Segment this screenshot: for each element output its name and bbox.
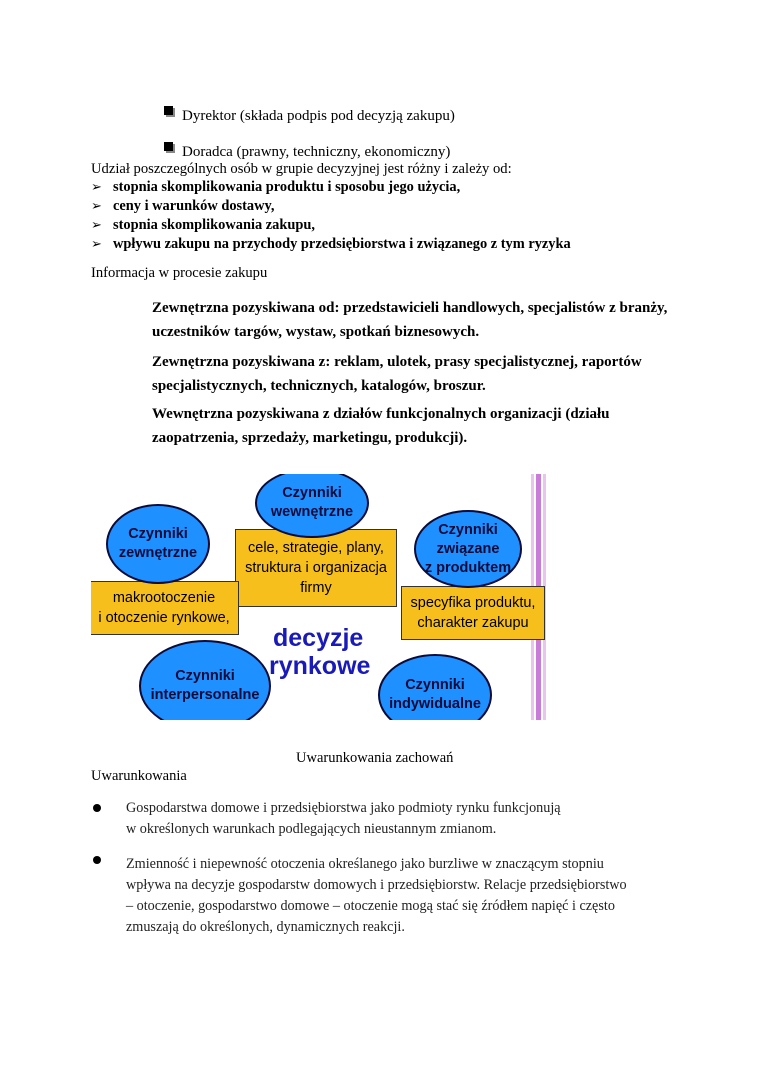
info-line: uczestników targów, wystaw, spotkań biznesowych. (152, 324, 480, 340)
ellipse-line: wewnętrzne (270, 504, 354, 520)
behavior-factors-diagram (91, 474, 546, 720)
square-bullet-icon (164, 142, 173, 151)
box-line: makrootoczenie (112, 590, 216, 606)
para-line: – otoczenie, gospodarstwo domowe – otoczenie mogą stać się źródłem napięć i często (126, 898, 615, 914)
info-line: zaopatrzenia, sprzedaży, marketingu, produkcji). (152, 430, 468, 446)
list-item (91, 236, 691, 255)
arrow-bullet-icon: ➢ (91, 236, 102, 251)
info-heading: Informacja w procesie zakupu (91, 265, 268, 281)
ellipse-line: interpersonalne (150, 687, 260, 703)
info-paragraph (152, 402, 672, 450)
info-line: specjalistycznych, technicznych, katalogów, broszur. (152, 378, 486, 394)
list-item-text: stopnia skomplikowania produktu i sposobu jego użycia, (113, 179, 461, 195)
ellipse-line: indywidualne (389, 696, 481, 712)
list-item-text: ceny i warunków dostawy, (113, 198, 275, 214)
box-line: charakter zakupu (417, 615, 529, 631)
diagram-caption: Uwarunkowania zachowań (296, 750, 454, 766)
list-item (91, 179, 691, 198)
box-line: cele, strategie, plany, (248, 540, 384, 556)
box-line: struktura i organizacja (245, 560, 387, 576)
left-box (91, 581, 239, 635)
box-line: i otoczenie rynkowe, (98, 610, 230, 626)
section-heading: Uwarunkowania (91, 768, 187, 784)
arrow-bullet-icon: ➢ (91, 198, 102, 213)
square-bullet-icon (164, 106, 173, 115)
list-item-text: Dyrektor (składa podpis pod decyzją zakupu) (182, 108, 455, 124)
para-line: w określonych warunkach podlegających nieustannym zmianom. (126, 821, 497, 837)
arrow-bullet-icon: ➢ (91, 217, 102, 232)
center-box (235, 529, 397, 607)
ellipse-line: Czynniki (175, 668, 235, 684)
info-line: Wewnętrzna pozyskiwana z działów funkcjonalnych organizacji (działu (152, 406, 610, 422)
ellipse-line: Czynniki (438, 521, 498, 538)
ellipse-individual-factors (378, 654, 492, 720)
arrow-bullet-icon: ➢ (91, 179, 102, 194)
center-title (269, 624, 370, 680)
ellipse-product-factors (414, 510, 522, 588)
square-list (160, 100, 560, 170)
bullet-icon (93, 856, 101, 864)
bullet-list (91, 798, 691, 938)
list-item-text: stopnia skomplikowania zakupu, (113, 217, 315, 233)
list-item-text: Doradca (prawny, techniczny, ekonomiczny) (182, 144, 451, 160)
center-word: rynkowe (269, 652, 371, 680)
ellipse-line: Czynniki (405, 677, 465, 693)
para-line: wpływa na decyzje gospodarstw domowych i przedsiębiorstw. Relacje przedsiębiorstwo (126, 877, 627, 893)
ellipse-interpersonal-factors (139, 640, 271, 720)
para-line: Zmienność i niepewność otoczenia określanego jako burzliwe w znaczącym stopniu (126, 856, 604, 872)
ellipse-external-factors (106, 504, 210, 584)
ellipse-line: związane (436, 540, 500, 557)
list-item-text (126, 854, 686, 938)
arrow-list (91, 179, 691, 259)
bullet-icon (93, 804, 101, 812)
list-item (91, 198, 691, 217)
info-line: Zewnętrzna pozyskiwana z: reklam, ulotek, prasy specjalistycznej, raportów (152, 354, 642, 370)
center-word: decyzje (273, 624, 364, 652)
info-paragraph (152, 350, 672, 398)
intro-text: Udział poszczególnych osób w grupie decyzyjnej jest różny i zależy od: (91, 161, 512, 177)
ellipse-line: Czynniki (128, 526, 188, 542)
list-item-text: wpływu zakupu na przychody przedsiębiorstwa i związanego z tym ryzyka (113, 236, 571, 252)
list-item-text (126, 798, 686, 840)
ellipse-line: Czynniki (282, 485, 342, 501)
para-line: Gospodarstwa domowe i przedsiębiorstwa jako podmioty rynku funkcjonują (126, 800, 561, 816)
box-line: specyfika produktu, (410, 595, 536, 611)
info-line: Zewnętrzna pozyskiwana od: przedstawicieli handlowych, specjalistów z branży, (152, 300, 668, 316)
box-line: firmy (300, 580, 332, 596)
list-item (91, 217, 691, 236)
ellipse-line: z produktem (424, 559, 512, 576)
para-line: zmuszają do określonych, dynamicznych reakcji. (126, 919, 405, 935)
right-box (401, 586, 545, 640)
info-paragraph (152, 296, 672, 344)
ellipse-line: zewnętrzne (118, 545, 198, 561)
